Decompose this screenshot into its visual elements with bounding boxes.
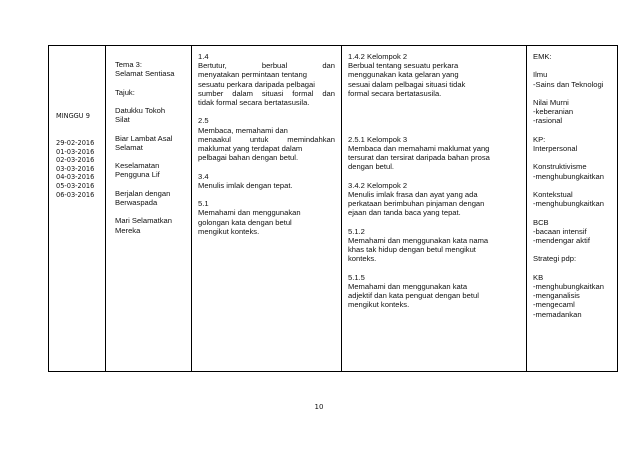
content-standard-content [192,46,341,236]
element-heading: Ilmu [533,70,548,80]
element-heading: Konstruktivisme [533,162,587,172]
week-cell-content [49,46,105,199]
standard-text: Bertutur, berbual dan [198,61,335,71]
learning-text: tersurat dan tersirat daripada bahan prosa [348,153,490,163]
standard-text: pelbagai bahan dengan betul. [198,153,299,163]
topic-item: Mari Selamatkan [115,216,172,226]
week-label: MINGGU 9 [56,112,90,120]
table-row [49,46,618,372]
standard-code: 1.4 [198,52,209,61]
learning-code: 3.4.2 Kelompok 2 [348,180,408,190]
content-standard-cell [192,46,342,372]
week-date: 03-03-2016 [56,164,95,173]
page-number: 10 [314,403,324,411]
learning-code: 5.1.5 [348,272,365,282]
standard-text: Memahami dan menggunakan [198,208,301,218]
learning-text: perkataan berimbuhan pinjaman dengan [348,199,485,209]
element-item: -memadankan [533,309,582,319]
week-date: 06-03-2016 [56,190,95,199]
element-item: -keberanian [533,107,574,117]
element-item: -menghubungkaitkan [533,281,604,291]
element-item: -mendengar aktif [533,235,590,245]
learning-text: Memahami dan menggunakan kata [348,282,468,291]
learning-text: khas tak hidup dengan betul mengikut [348,245,476,255]
element-item: -rasional [533,116,563,126]
standard-code: 5.1 [198,199,209,209]
learning-standard-content [342,46,526,310]
topic-item: Biar Lambat Asal [115,133,173,143]
week-cell [49,46,106,372]
learning-code: 2.5.1 Kelompok 3 [348,134,408,144]
learning-text: dengan betul. [348,162,395,172]
learning-text: Berbual tentang sesuatu perkara [348,61,459,71]
elements-content [527,46,617,319]
topic-item: Selamat [115,142,143,152]
theme-title: Selamat Sentiasa [115,69,175,79]
standard-text: menaakul untuk memindahkan [198,134,335,144]
learning-text: Menulis imlak frasa dan ayat yang ada [348,190,478,199]
week-date: 01-03-2016 [56,147,95,156]
learning-text: sesuai dalam pelbagai situasi tidak [348,79,466,89]
element-item: Interpersonal [533,143,578,153]
element-item: -menganalisis [533,291,580,301]
topic-item: Berjalan dengan [115,188,171,198]
theme-cell-content [106,46,191,235]
element-item: -bacaan intensif [533,226,587,236]
week-date: 29-02-2016 [56,138,95,147]
elements-cell [527,46,618,372]
topic-item: Pengguna Lif [115,170,160,180]
week-date: 04-03-2016 [56,173,95,182]
standard-text: Menulis imlak dengan tepat. [198,180,293,190]
element-heading: Kontekstual [533,189,573,199]
element-heading: Strategi pdp: [533,254,577,264]
topic-item: Datukku Tokoh [115,105,166,115]
standard-code: 2.5 [198,116,209,126]
element-item: -Sains dan Teknologi [533,79,604,89]
week-date: 02-03-2016 [56,156,95,165]
learning-text: Membaca dan memahami maklumat yang [348,144,490,153]
learning-code: 1.4.2 Kelompok 2 [348,52,408,61]
standard-text: Membaca, memahami dan [198,125,288,135]
standard-code: 3.4 [198,171,209,181]
topic-item: Berwaspada [115,197,158,207]
topic-item: Silat [115,115,130,125]
learning-text: menggunakan kata gelaran yang [348,70,459,80]
learning-standard-cell [342,46,527,372]
learning-text: formal secara bertatasusila. [348,88,442,98]
learning-text: mengikut konteks. [348,300,410,310]
standard-text: menyatakan permintaan tentang [198,70,307,80]
standard-text: mengikut konteks. [198,226,260,236]
theme-title: Tema 3: [115,60,143,69]
element-item: -menghubungkaitkan [533,199,604,209]
theme-cell [106,46,192,372]
element-item: -menghubungkaitkan [533,171,604,181]
week-date: 05-03-2016 [56,181,95,190]
topic-item: Mereka [115,225,141,235]
standard-text: sesuatu perkara daripada pelbagai [198,79,315,89]
lesson-plan-table [48,45,618,372]
learning-text: ejaan dan tanda baca yang tepat. [348,208,461,218]
standard-text: maklumat yang terdapat dalam [198,144,303,154]
element-item: -mengecaml [533,300,575,310]
learning-code: 5.1.2 [348,226,365,236]
learning-text: konteks. [348,254,377,264]
element-heading: BCB [533,217,549,227]
standard-text: sumber dalam situasi formal dan [198,88,335,98]
learning-text: Memahami dan menggunakan kata nama [348,236,489,245]
learning-text: adjektif dan kata penguat dengan betul [348,291,479,301]
standard-text: golongan kata dengan betul [198,217,292,227]
standard-text: tidak formal secara bertatasusila. [198,98,310,108]
topic-item: Keselamatan [115,161,160,171]
topic-label: Tajuk: [115,87,135,97]
element-heading: EMK: [533,52,552,61]
element-heading: KP: [533,134,546,144]
element-heading: Nilai Murni [533,97,569,107]
element-heading: KB [533,272,544,282]
